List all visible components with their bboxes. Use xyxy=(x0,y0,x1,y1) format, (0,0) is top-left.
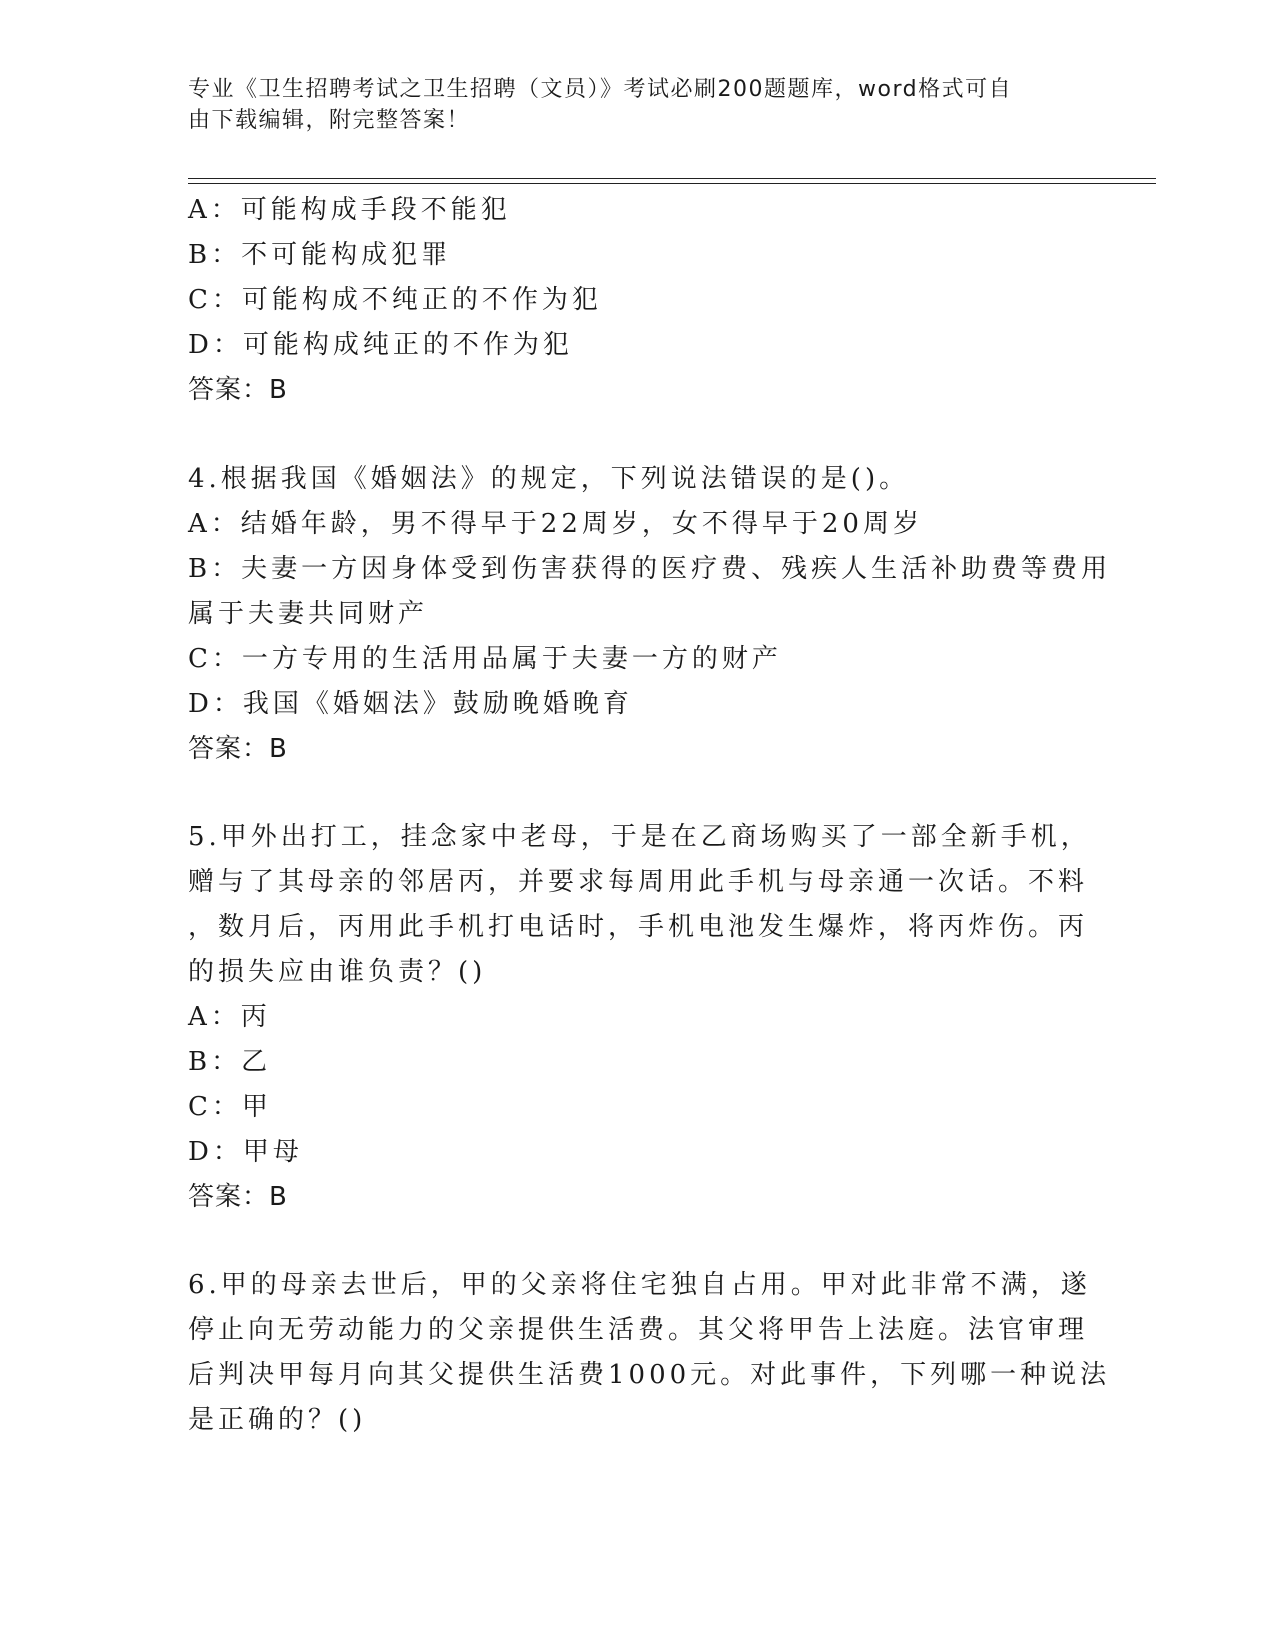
q3-option-b: B：不可能构成犯罪 xyxy=(188,240,452,270)
q4-option-b-cont: 属于夫妻共同财产 xyxy=(188,599,429,629)
q4-option-d: D：我国《婚姻法》鼓励晚婚晚育 xyxy=(188,689,633,719)
q5-stem-line-4: 的损失应由谁负责？() xyxy=(188,957,487,987)
header-rule-bottom xyxy=(188,183,1156,184)
header-rule-top xyxy=(188,178,1156,179)
q3-option-d: D：可能构成纯正的不作为犯 xyxy=(188,330,573,360)
q3-answer: 答案：B xyxy=(188,375,288,405)
q5-option-c: C：甲 xyxy=(188,1092,272,1122)
q5-option-a: A：丙 xyxy=(188,1002,271,1032)
q3-option-c: C：可能构成不纯正的不作为犯 xyxy=(188,285,602,315)
q5-stem-line-1: 5.甲外出打工，挂念家中老母，于是在乙商场购买了一部全新手机， xyxy=(188,822,1091,852)
q4-answer: 答案：B xyxy=(188,734,288,764)
q5-option-b: B：乙 xyxy=(188,1047,272,1077)
q5-answer: 答案：B xyxy=(188,1182,288,1212)
q4-stem: 4.根据我国《婚姻法》的规定，下列说法错误的是()。 xyxy=(188,464,910,494)
document-header xyxy=(188,74,1068,136)
q3-option-a: A：可能构成手段不能犯 xyxy=(188,195,511,225)
q6-stem-line-4: 是正确的？() xyxy=(188,1405,367,1435)
q5-option-d: D：甲母 xyxy=(188,1137,303,1167)
q6-stem-line-3: 后判决甲每月向其父提供生活费1000元。对此事件，下列哪一种说法 xyxy=(188,1360,1111,1390)
header-line-2: 由下载编辑，附完整答案！ xyxy=(188,108,471,133)
q6-stem-line-1: 6.甲的母亲去世后，甲的父亲将住宅独自占用。甲对此非常不满，遂 xyxy=(188,1270,1091,1300)
q5-stem-line-3: ，数月后，丙用此手机打电话时，手机电池发生爆炸，将丙炸伤。丙 xyxy=(188,912,1089,942)
q4-option-a: A：结婚年龄，男不得早于22周岁，女不得早于20周岁 xyxy=(188,509,923,539)
q4-option-c: C：一方专用的生活用品属于夫妻一方的财产 xyxy=(188,644,782,674)
q4-option-b: B：夫妻一方因身体受到伤害获得的医疗费、残疾人生活补助费等费用 xyxy=(188,554,1112,584)
q6-stem-line-2: 停止向无劳动能力的父亲提供生活费。其父将甲告上法庭。法官审理 xyxy=(188,1315,1089,1345)
header-line-1: 专业《卫生招聘考试之卫生招聘（文员）》考试必刷200题题库，word格式可自 xyxy=(188,77,1013,102)
q5-stem-line-2: 赠与了其母亲的邻居丙，并要求每周用此手机与母亲通一次话。不料 xyxy=(188,867,1089,897)
